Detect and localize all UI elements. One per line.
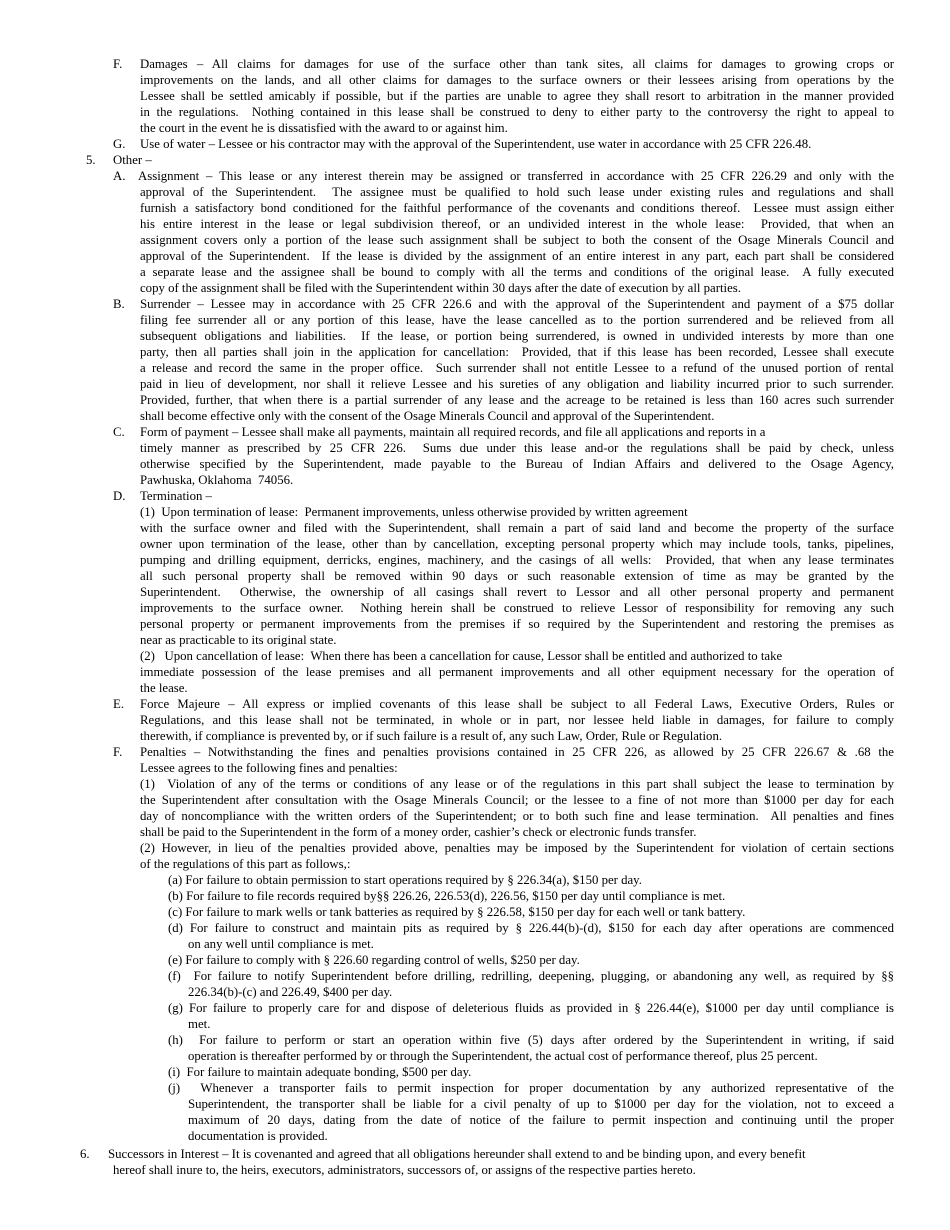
text-line: (d) For failure to construct and maintain pits as required by § 226.44(b)-(d), $150 for each day after operations are commenced [168,921,894,935]
text-line: personal property or permanent improvements from the premises if so required by the Superintendent and restoring the premises as [140,617,894,631]
section-label: F. [113,745,123,759]
text-line: Surrender – Lessee may in accordance with 25 CFR 226.6 and with the approval of the Superintendent and payment of a $75 dollar [140,297,894,311]
text-line: in the regulations. Nothing contained in this lease shall be construed to deny to either party to the controversy the right to appeal to [140,105,894,119]
section-label: B. [113,297,125,311]
text-line: immediate possession of the lease premises and all permanent improvements and all other equipment necessary for the operation of [140,665,894,679]
text-line: Assignment – This lease or any interest therein may be assigned or transferred in accordance with 25 CFR 226.29 and only with the [138,169,894,183]
text-line: party, then all parties shall join in the application for cancellation: Provided, that if this lease has been recorded, Lessee shall execute [140,345,894,359]
text-line: filing fee surrender all or any portion of this lease, have the lease cancelled as to the portion surrendered and be relieved from all [140,313,894,327]
text-line: owner upon termination of the lease, other than by cancellation, excepting personal property which may include tools, tanks, pipelines, [140,537,894,551]
text-line: Superintendent, the transporter shall be liable for a civil penalty of up to $1000 per day for the violation, not to exceed a [188,1097,894,1111]
text-line: Pawhuska, Oklahoma 74056. [140,473,294,487]
section-label: A. [113,169,126,183]
section-label: G. [113,137,126,151]
text-line: all such personal property shall be removed within 90 days or such reasonable extension of time as may be granted by the [140,569,894,583]
text-line: otherwise specified by the Superintendent, made payable to the Bureau of Indian Affairs and delivered to the Osage Agency, [140,457,894,471]
text-line: Regulations, and this lease shall not be terminated, in whole or in part, nor lessee held liable in damages, for failure to comply [140,713,894,727]
text-line: subsequent obligations and liabilities. If the lease, or portion being surrendered, is owned in undivided interests by more than one [140,329,894,343]
text-line: day of noncompliance with the written orders of the Superintendent; or to both such fine and lease termination. All penalties and fines [140,809,894,823]
text-line: shall be paid to the Superintendent in the form of a money order, cashier’s check or electronic funds transfer. [140,825,697,839]
text-line: Penalties – Notwithstanding the fines and penalties provisions contained in 25 CFR 226, as allowed by 25 CFR 226.67 & .68 the [140,745,894,759]
text-line: (1) Violation of any of the terms or conditions of any lease or of the regulations in this part shall subject the lease to termination by [140,777,894,791]
text-line: (j) Whenever a transporter fails to permit inspection for proper documentation by any authorized representative of the [168,1081,894,1095]
text-line: Form of payment – Lessee shall make all payments, maintain all required records, and file all applications and reports in a [140,425,766,439]
text-line: (b) For failure to file records required by§§ 226.26, 226.53(d), 226.56, $150 per day until compliance is met. [168,889,726,903]
text-line: a separate lease and the assignee shall be bound to comply with all the terms and conditions of the original lease. A fully executed [140,265,894,279]
text-line: the Superintendent after consultation with the Osage Minerals Council; or the lessee to a fine of not more than $1000 per day for each [140,793,894,807]
text-line: met. [188,1017,211,1031]
text-line: (i) For failure to maintain adequate bonding, $500 per day. [168,1065,472,1079]
section-label: 5. [86,153,96,167]
text-line: documentation is provided. [188,1129,328,1143]
text-line: (g) For failure to properly care for and dispose of deleterious fluids as provided in § 226.44(e), $1000 per day until compliance is [168,1001,894,1015]
text-line: Force Majeure – All express or implied covenants of this lease shall be subject to all Federal Laws, Executive Orders, Rules or [140,697,894,711]
text-line: shall become effective only with the consent of the Osage Minerals Council and approval of the Superintendent. [140,409,715,423]
text-line: of the regulations of this part as follows,: [140,857,351,871]
text-line: (e) For failure to comply with § 226.60 regarding control of wells, $250 per day. [168,953,580,967]
text-line: a release and record the same in the proper office. Such surrender shall not entitle Lessee to a refund of the unused portion of rental [140,361,894,375]
text-line: Other – [113,153,152,167]
text-line: approval of the Superintendent. The assignee must be qualified to hold such lease under existing rules and regulations and shall [140,185,894,199]
text-line: on any well until compliance is met. [188,937,374,951]
text-line: Termination – [140,489,212,503]
section-label: E. [113,697,125,711]
section-label: C. [113,425,125,439]
text-line: therewith, if compliance is prevented by, or if such failure is a result of, any such Law, Order, Rule or Regulation. [140,729,723,743]
text-line: (h) For failure to perform or start an operation within five (5) days after ordered by the Superintendent in writing, if said [168,1033,894,1047]
section-label: D. [113,489,126,503]
text-line: his entire interest in the lease or legal subdivision thereof, or an undivided interest in the whole lease: Provided, that when an [140,217,894,231]
text-line: near as practicable to its original state. [140,633,337,647]
text-line: hereof shall inure to, the heirs, executors, administrators, successors of, or assigns of the respective parties hereto. [113,1163,696,1177]
text-line: timely manner as prescribed by 25 CFR 226. Sums due under this lease and-or the regulations shall be paid by check, unless [140,441,894,455]
text-line: pumping and drilling equipment, derricks, engines, machinery, and the casings of all wells: Provided, that when any lease terminates [140,553,894,567]
text-line: 226.34(b)-(c) and 226.49, $400 per day. [188,985,393,999]
text-line: copy of the assignment shall be filed with the Superintendent within 30 days after the date of execution by all parties. [140,281,741,295]
text-line: improvements on the lands, and all other claims for damages to the surface owners or their lessees arising from operations by the [140,73,894,87]
text-line: improvements to the surface owner. Nothing herein shall be construed to relieve Lessor of responsibility for removing any such [140,601,894,615]
text-line: Use of water – Lessee or his contractor may with the approval of the Superintendent, use water in accordance with 25 CFR 226.48. [140,137,812,151]
text-line: Lessee agrees to the following fines and penalties: [140,761,398,775]
text-line: assignment covers only a portion of the lease such assignment shall be subject to both the consent of the Osage Minerals Council and [140,233,894,247]
section-label: 6. [80,1147,90,1161]
text-line: the lease. [140,681,188,695]
text-line: Lessee shall be settled amicably if possible, but if the parties are unable to agree they shall resort to arbitration in the manner provided [140,89,894,103]
text-line: (2) Upon cancellation of lease: When there has been a cancellation for cause, Lessor shall be entitled and authorized to take [140,649,783,663]
text-line: with the surface owner and filed with the Superintendent, shall remain a part of said land and become the property of the surface [140,521,894,535]
text-line: (f) For failure to notify Superintendent before drilling, redrilling, deepening, plugging, or abandoning any well, as required by §§ [168,969,894,983]
text-line: Damages – All claims for damages for use of the surface other than tank sites, all claims for damages to growing crops or [140,57,894,71]
text-line: (a) For failure to obtain permission to start operations required by § 226.34(a), $150 per day. [168,873,642,887]
text-line: maximum of 20 days, dating from the date of notice of the failure to permit inspection and continuing until the proper [188,1113,894,1127]
text-line: furnish a satisfactory bond conditioned for the faithful performance of the covenants and conditions thereof. Lessee must assign either [140,201,894,215]
text-line: (c) For failure to mark wells or tank batteries as required by § 226.58, $150 per day for each well or tank battery. [168,905,746,919]
text-line: (1) Upon termination of lease: Permanent improvements, unless otherwise provided by written agreement [140,505,688,519]
text-line: paid in lieu of development, nor shall it relieve Lessee and his sureties of any obligation and liability incurred prior to such surrender. [140,377,894,391]
text-line: Provided, further, that when there is a partial surrender of any lease and the acreage to be retained is less than 160 acres such surrender [140,393,894,407]
section-label: F. [113,57,123,71]
text-line: Superintendent. Otherwise, the ownership of all casings shall revert to Lessor and all other personal property and permanent [140,585,894,599]
text-line: Successors in Interest – It is covenanted and agreed that all obligations hereunder shall extend to and be binding upon, and every benefit [108,1147,806,1161]
text-line: operation is thereafter performed by or through the Superintendent, the actual cost of performance thereof, plus 25 percent. [188,1049,818,1063]
text-line: (2) However, in lieu of the penalties provided above, penalties may be imposed by the Superintendent for violation of certain sections [140,841,894,855]
text-line: approval of the Superintendent. If the lease is divided by the assignment of an entire interest in any part, each part shall be considered [140,249,894,263]
text-line: the court in the event he is dissatisfied with the award to or against him. [140,121,508,135]
